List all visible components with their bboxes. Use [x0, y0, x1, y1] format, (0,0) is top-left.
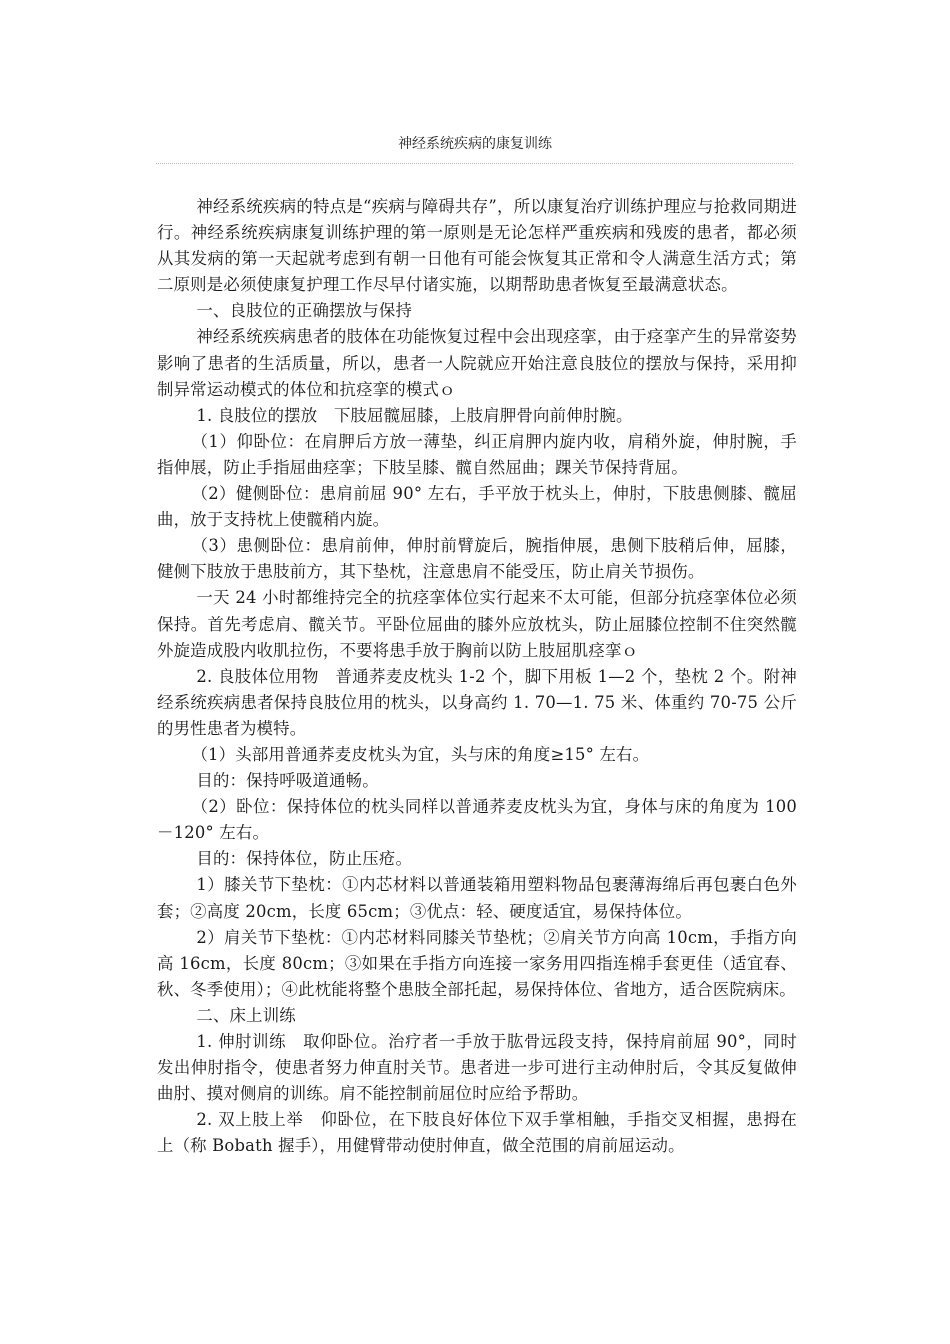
- paragraph-shoulder-pillow: 2）肩关节下垫枕：①内芯材料同膝关节垫枕；②肩关节方向高 10cm，手指方向高 16cm，长度 80cm；③如果在手指方向连接一家务用四指连棉手套更佳（适宜春、秋、冬季使用）；④此枕能将整个患肢全部托起，易保持体位、省地方，适合医院病床。: [157, 927, 797, 999]
- paragraph-elbow-training: 1. 伸肘训练 取仰卧位。治疗者一手放于肱骨远段支持，保持肩前屈 90°，同时发出伸肘指令，使患者努力伸直肘关节。患者进一步可进行主动伸肘后，令其反复做伸曲肘、摸对侧肩的训练。肩不能控制前屈位时应给予帮助。: [157, 1032, 797, 1104]
- subheading-positioning: 1. 良肢位的摆放 下肢屈髋屈膝，上肢肩胛骨向前伸肘腕。: [196, 405, 633, 425]
- section-heading-2: 二、床上训练: [196, 1005, 296, 1025]
- paragraph-healthy-side: （2）健侧卧位：患肩前屈 90° 左右，手平放于枕头上，伸肘，下肢患侧膝、髋屈曲，放于支持枕上使髋稍内旋。: [157, 484, 797, 530]
- paragraph-24-hours: 一天 24 小时都维持完全的抗痉挛体位实行起来不太可能，但部分抗痉挛体位必须 保持。首先考虑肩、髋关节。平卧位屈曲的膝外应放枕头，防止屈膝位控制不住突然髋外旋造成股内收肌拉伤，不要将患手放于胸前以防上肢屈肌痉挛ｏ: [157, 588, 831, 660]
- document-body: [157, 194, 831, 1159]
- document-title: 神经系统疾病的康复训练: [398, 136, 552, 152]
- paragraph-affected-side: （3）患侧卧位：患肩前伸，伸肘前臂旋后，腕指伸展，患侧下肢稍后伸，屈膝，健侧下肢放于患肢前方，其下垫枕，注意患肩不能受压，防止肩关节损伤。: [157, 536, 797, 582]
- section-heading-1: 一、良肢位的正确摆放与保持: [196, 301, 413, 321]
- paragraph-arm-raise: 2. 双上肢上举 仰卧位，在下肢良好体位下双手掌相触，手指交叉相握，患拇在上（称 Bobath 握手），用健臂带动使肘伸直，做全范围的肩前屈运动。: [157, 1110, 797, 1156]
- paragraph-intro: 神经系统疾病的特点是“疾病与障碍共存”，所以康复治疗训练护理应与抢救同期进行。神经系统疾病康复训练护理的第一原则是无论怎样严重疾病和残废的患者，都必须从其发病的第一天起就考虑到有朝一日他有可能会恢复其正常和令人满意生活方式；第二原则是必须使康复护理工作尽早付诸实施，以期帮助患者恢复至最满意状态。: [157, 197, 797, 295]
- paragraph-purpose-position: 目的：保持体位，防止压疮。: [196, 849, 413, 869]
- subheading-supplies: 2. 良肢体位用物 普通荞麦皮枕头 1-2 个，脚下用板 1—2 个，垫枕 2 个。附神经系统疾病患者保持良肢位用的枕头，以身高约 1. 70—1. 75 米、体重约 70-75 公斤的男性患者为模特。: [157, 666, 797, 738]
- paragraph-spasm: 神经系统疾病患者的肢体在功能恢复过程中会出现痉挛，由于痉挛产生的异常姿势 影响了患者的生活质量，所以，患者一人院就应开始注意良肢位的摆放与保持，采用抑制异常运动模式的体位和抗痉挛的模式ｏ: [157, 327, 831, 399]
- title-divider: [156, 163, 793, 164]
- paragraph-head: （1）头部用普通荞麦皮枕头为宜，头与床的角度≥15° 左右。: [191, 744, 650, 764]
- paragraph-supine: （1）仰卧位：在肩胛后方放一薄垫，纠正肩胛内旋内收，肩稍外旋，伸肘腕，手指伸展，防止手指屈曲痉挛；下肢呈膝、髋自然屈曲；踝关节保持背屈。: [157, 431, 797, 477]
- paragraph-purpose-airway: 目的：保持呼吸道通畅。: [196, 771, 379, 791]
- paragraph-lying: （2）卧位：保持体位的枕头同样以普通荞麦皮枕头为宜，身体与床的角度为 100－120° 左右。: [157, 797, 797, 843]
- paragraph-knee-pillow: 1）膝关节下垫枕：①内芯材料以普通装箱用塑料物品包裹薄海绵后再包裹白色外套；②高度 20cm，长度 65cm；③优点：轻、硬度适宜，易保持体位。: [157, 875, 797, 921]
